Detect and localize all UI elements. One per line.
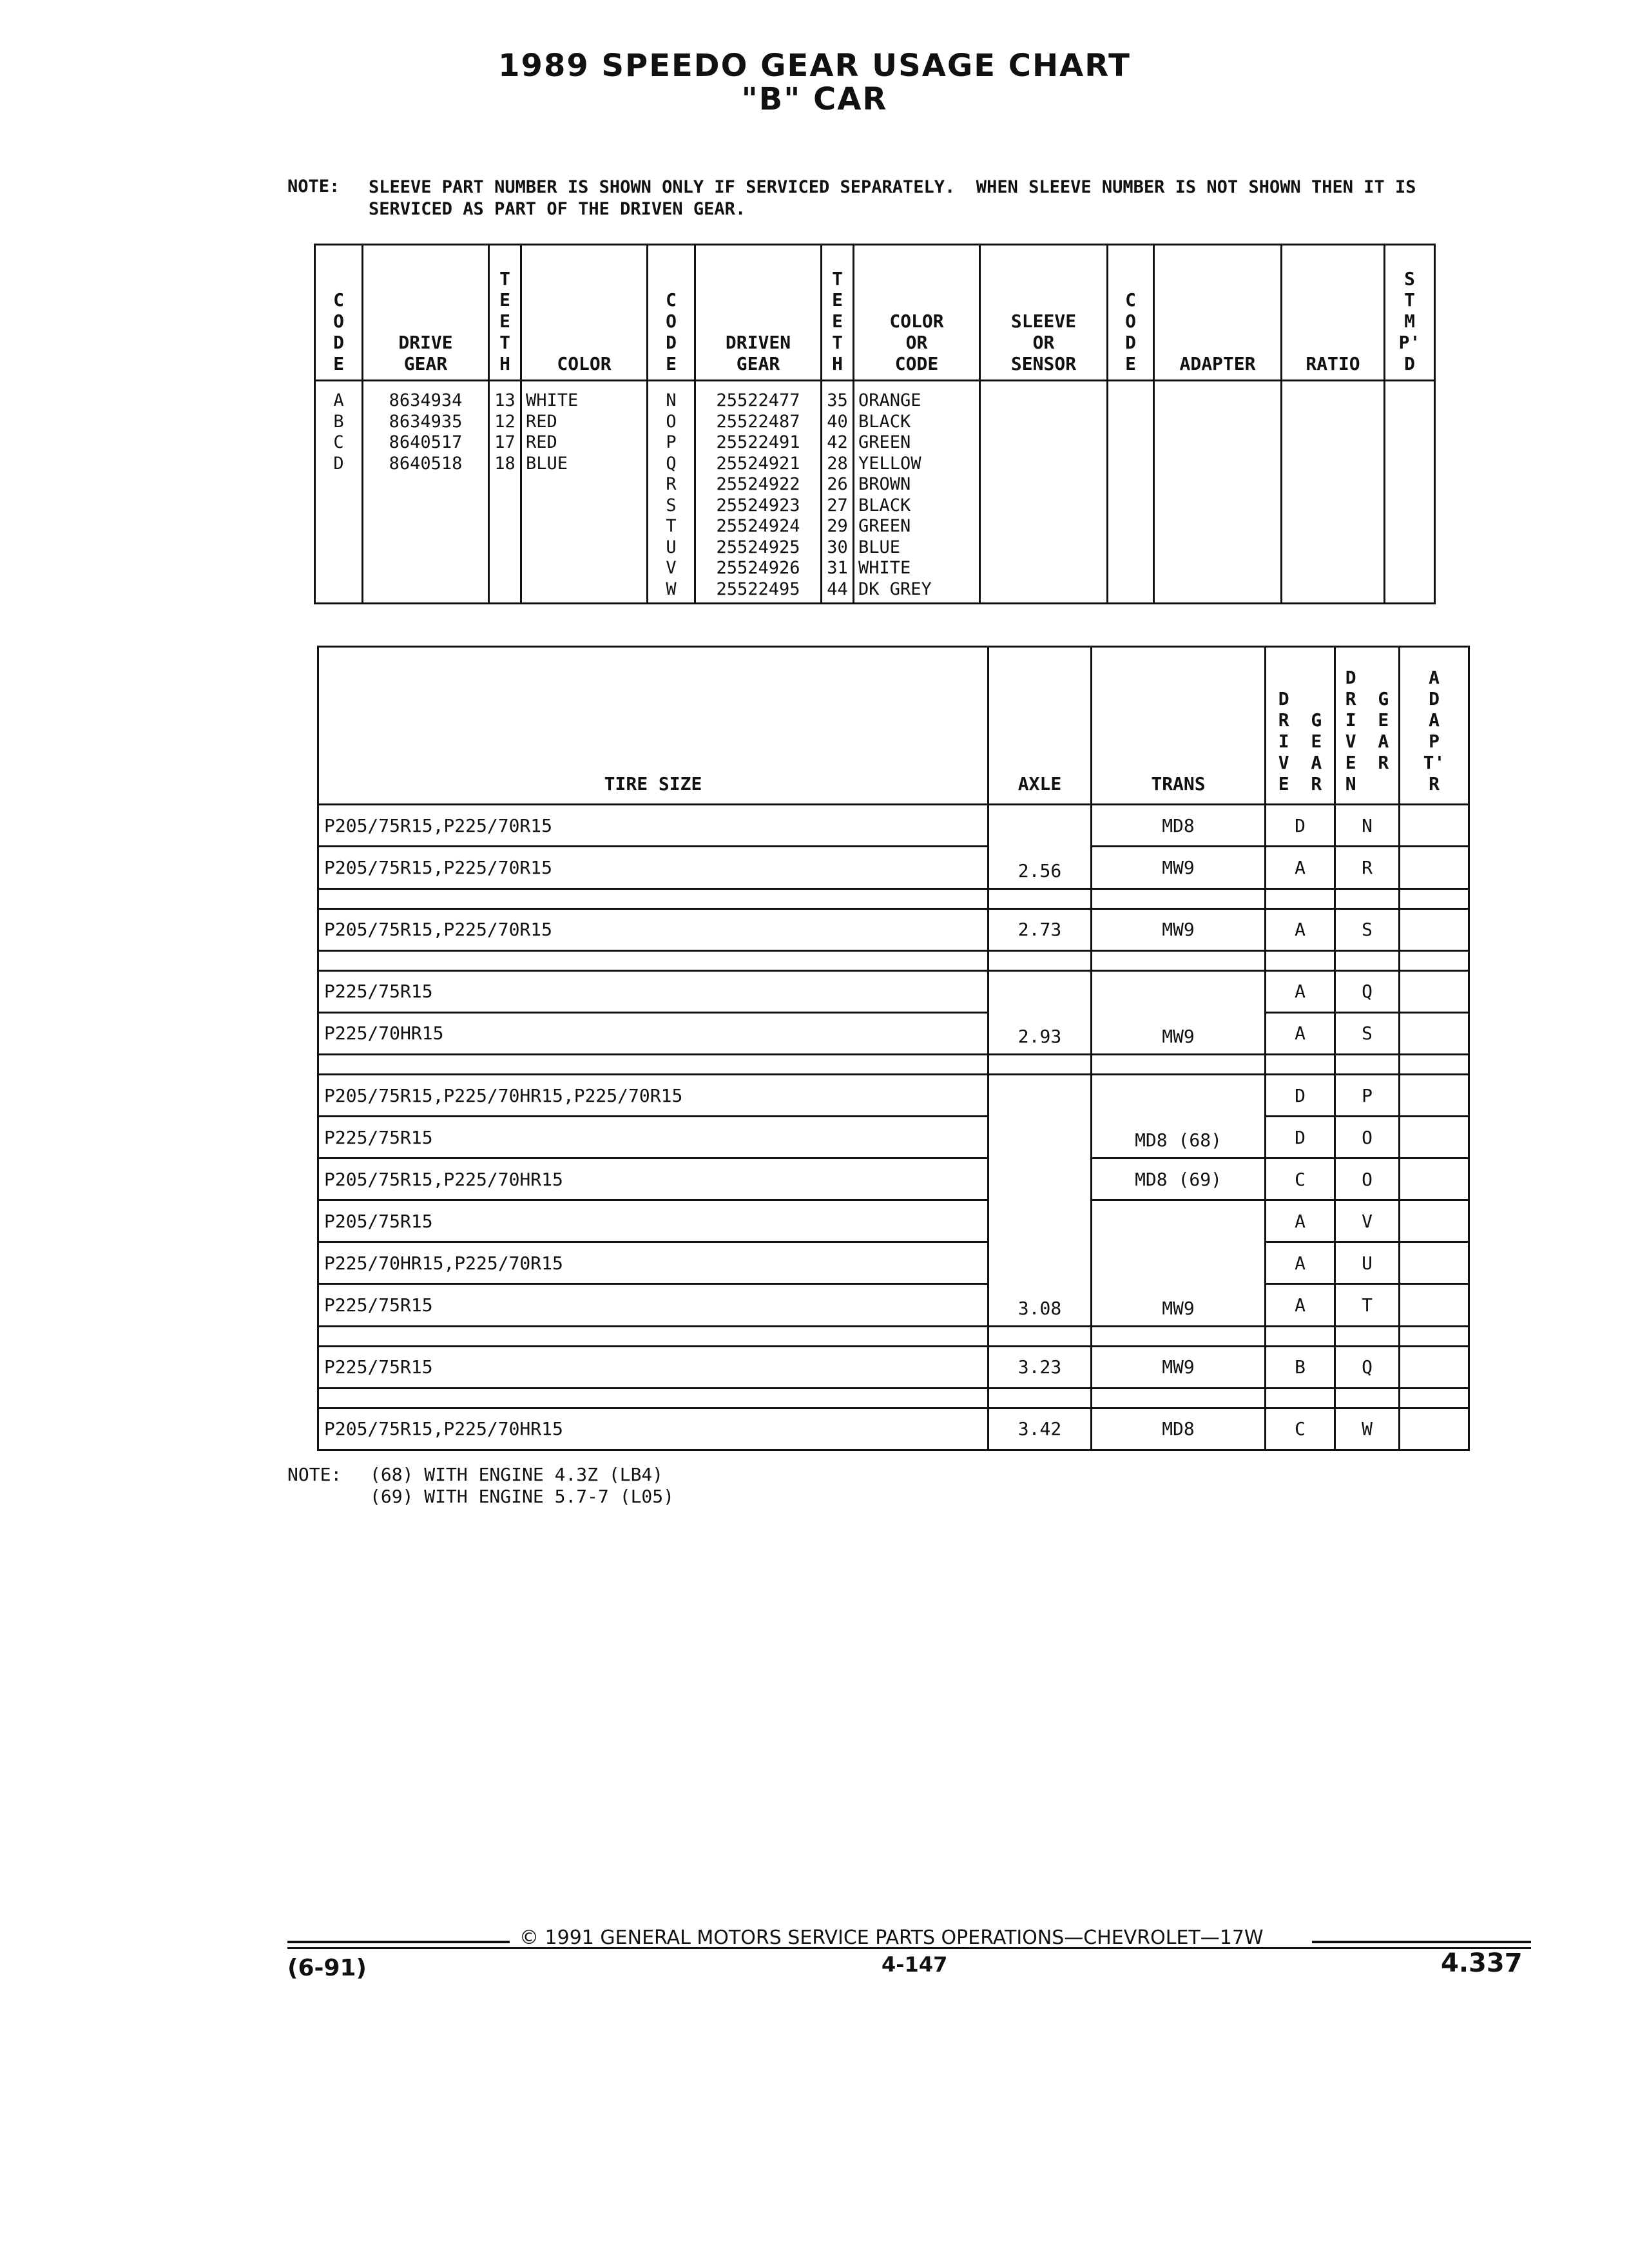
driven-color: DK GREY	[858, 579, 932, 599]
table-row	[318, 1012, 1469, 1054]
adapter-cell	[1400, 1012, 1469, 1054]
note-line-2: SERVICED AS PART OF THE DRIVEN GEAR.	[369, 199, 746, 219]
driven-gear-cell: W	[1335, 1408, 1400, 1450]
adapter-cell	[1400, 805, 1469, 847]
page-subtitle: "B" CAR	[741, 81, 888, 117]
tire-size-cell: P205/75R15,P225/70HR15,P225/70R15	[318, 1075, 988, 1117]
trans-cell: MD8	[1092, 805, 1266, 847]
header-adapter: ADAPTER	[1154, 245, 1282, 381]
drive-gear-cell: A	[1266, 1242, 1335, 1284]
drive-gear-cell: B	[1266, 1346, 1335, 1388]
table-row	[318, 805, 1469, 847]
driven-code: N	[666, 390, 677, 410]
tire-size-cell: P205/75R15,P225/70R15	[318, 805, 988, 847]
tire-size-cell: P205/75R15	[318, 1200, 988, 1242]
driven-gear-number: 25524924	[716, 516, 800, 536]
header-teeth-driven: T E E T H	[822, 245, 854, 381]
spacer-row	[318, 889, 1469, 908]
sleeve-column	[980, 381, 1108, 604]
driven-gear-cell: S	[1335, 1012, 1400, 1054]
driven-gear-number: 25522491	[716, 432, 800, 452]
adapter-cell	[1400, 1408, 1469, 1450]
driven-gear-cell: Q	[1335, 1346, 1400, 1388]
trans-cell: MW9	[1092, 1200, 1266, 1326]
header-color-drive: COLOR	[521, 245, 648, 381]
tire-size-cell: P225/70HR15	[318, 1012, 988, 1054]
drive-color: RED	[526, 432, 557, 452]
driven-teeth: 26	[827, 474, 848, 494]
header-stmpd: S T M P' D	[1385, 245, 1435, 381]
trans-cell: MW9	[1092, 970, 1266, 1054]
header-drive-gear-code: D R G I E V A E R	[1266, 647, 1335, 805]
drive-gear-number: 8634935	[389, 411, 463, 432]
drive-gear-number: 8634934	[389, 390, 463, 410]
driven-gear-cell: O	[1335, 1117, 1400, 1158]
trans-cell: MW9	[1092, 1346, 1266, 1388]
driven-code-column	[648, 381, 695, 604]
note-line-1: SLEEVE PART NUMBER IS SHOWN ONLY IF SERVICED SEPARATELY. WHEN SLEEVE NUMBER IS NOT SHOWN THEN IT IS	[369, 177, 1416, 197]
adapter-cell	[1400, 1117, 1469, 1158]
header-color-or-code: COLOR OR CODE	[854, 245, 980, 381]
driven-color: YELLOW	[858, 453, 921, 474]
drive-code: C	[333, 432, 344, 452]
table-row	[318, 1075, 1469, 1117]
adapter-cell	[1400, 1200, 1469, 1242]
tire-size-cell: P205/75R15,P225/70R15	[318, 847, 988, 889]
driven-code: T	[666, 516, 677, 536]
drive-gear-cell: A	[1266, 1284, 1335, 1326]
driven-color-column	[854, 381, 980, 604]
driven-gear-cell: O	[1335, 1158, 1400, 1200]
trans-cell: MD8	[1092, 1408, 1266, 1450]
table-row	[318, 1346, 1469, 1388]
table-row	[318, 1158, 1469, 1200]
axle-cell: 2.93	[988, 970, 1092, 1054]
header-code-drive: C O D E	[315, 245, 363, 381]
adapter-cell	[1400, 1242, 1469, 1284]
driven-teeth: 31	[827, 558, 848, 578]
tire-size-cell: P205/75R15,P225/70R15	[318, 908, 988, 950]
drive-code: D	[333, 453, 344, 474]
header-ratio: RATIO	[1282, 245, 1385, 381]
driven-gear-number: 25522477	[716, 390, 800, 410]
driven-color: BLACK	[858, 411, 911, 432]
tire-size-cell: P225/70HR15,P225/70R15	[318, 1242, 988, 1284]
header-trans: TRANS	[1092, 647, 1266, 805]
footer-page-center: 4-147	[882, 1952, 948, 1977]
driven-gear-cell: N	[1335, 805, 1400, 847]
driven-code: P	[666, 432, 677, 452]
driven-gear-cell: Q	[1335, 970, 1400, 1012]
header-code-adapter: C O D E	[1108, 245, 1154, 381]
driven-code: R	[666, 474, 677, 494]
driven-gear-number: 25524923	[716, 495, 800, 515]
trans-cell: MW9	[1092, 908, 1266, 950]
adapter-column	[1154, 381, 1282, 604]
driven-gear-number: 25524921	[716, 453, 800, 474]
driven-color: BROWN	[858, 474, 911, 494]
drive-color: RED	[526, 411, 557, 432]
axle-cell: 3.23	[988, 1346, 1092, 1388]
spacer-row	[318, 950, 1469, 970]
drive-gear-cell: A	[1266, 908, 1335, 950]
axle-cell: 2.56	[988, 805, 1092, 889]
drive-gear-cell: A	[1266, 1200, 1335, 1242]
tire-table-header	[318, 647, 1469, 805]
header-tire-size: TIRE SIZE	[318, 647, 988, 805]
driven-teeth: 40	[827, 411, 848, 432]
driven-gear-number: 25524925	[716, 537, 800, 557]
drive-teeth: 13	[494, 390, 516, 410]
drive-code: B	[333, 411, 344, 432]
driven-color: BLUE	[858, 537, 901, 557]
driven-code: S	[666, 495, 677, 515]
header-driven-gear-code: D R G I E V A E R N	[1335, 647, 1400, 805]
drive-teeth-column	[489, 381, 521, 604]
adapter-cell	[1400, 1158, 1469, 1200]
driven-teeth: 28	[827, 453, 848, 474]
driven-gear-cell: V	[1335, 1200, 1400, 1242]
drive-gear-cell: D	[1266, 805, 1335, 847]
drive-gear-cell: C	[1266, 1408, 1335, 1450]
drive-color: WHITE	[526, 390, 579, 410]
table-row	[318, 1200, 1469, 1242]
axle-cell: 2.73	[988, 908, 1092, 950]
header-drive-gear: DRIVE GEAR	[363, 245, 489, 381]
driven-teeth: 27	[827, 495, 848, 515]
driven-color: ORANGE	[858, 390, 921, 410]
drive-color-column	[521, 381, 648, 604]
gear-table-body	[315, 381, 1435, 604]
trans-cell: MD8 (68)	[1092, 1075, 1266, 1158]
footer-page-number: 4.337	[1441, 1948, 1523, 1978]
ratio-column	[1282, 381, 1385, 604]
table-row	[318, 1242, 1469, 1284]
footer-copyright: © 1991 GENERAL MOTORS SERVICE PARTS OPERATIONS—CHEVROLET—17W	[519, 1927, 1264, 1949]
tire-size-cell: P225/75R15	[318, 1284, 988, 1326]
tire-size-cell: P205/75R15,P225/70HR15	[318, 1408, 988, 1450]
footer-rule-left	[287, 1941, 510, 1943]
tire-size-cell: P225/75R15	[318, 1117, 988, 1158]
header-code-driven: C O D E	[648, 245, 695, 381]
driven-gear-cell: T	[1335, 1284, 1400, 1326]
adapter-cell	[1400, 1284, 1469, 1326]
driven-color: GREEN	[858, 432, 911, 452]
table-row	[318, 970, 1469, 1012]
driven-gear-number: 25524922	[716, 474, 800, 494]
adapter-cell	[1400, 847, 1469, 889]
tire-size-cell: P225/75R15	[318, 970, 988, 1012]
driven-teeth: 35	[827, 390, 848, 410]
trans-cell: MD8 (69)	[1092, 1158, 1266, 1200]
adapter-cell	[1400, 1075, 1469, 1117]
drive-gear-cell: A	[1266, 847, 1335, 889]
bottom-note-line-2: (69) WITH ENGINE 5.7-7 (L05)	[370, 1486, 675, 1507]
page-title: 1989 SPEEDO GEAR USAGE CHART	[498, 48, 1131, 84]
driven-gear-cell: S	[1335, 908, 1400, 950]
driven-teeth-column	[822, 381, 854, 604]
adapter-code-column	[1108, 381, 1154, 604]
driven-gear-cell: P	[1335, 1075, 1400, 1117]
adapter-cell	[1400, 1346, 1469, 1388]
bottom-note-line-1: (68) WITH ENGINE 4.3Z (LB4)	[370, 1464, 664, 1485]
driven-gear-number: 25522487	[716, 411, 800, 432]
adapter-cell	[1400, 970, 1469, 1012]
driven-teeth: 29	[827, 516, 848, 536]
driven-teeth: 42	[827, 432, 848, 452]
footer-rule-right	[1312, 1941, 1531, 1943]
header-axle: AXLE	[988, 647, 1092, 805]
tire-size-cell: P205/75R15,P225/70HR15	[318, 1158, 988, 1200]
drive-gear-cell: A	[1266, 970, 1335, 1012]
drive-teeth: 12	[494, 411, 516, 432]
driven-code: W	[666, 579, 677, 599]
spacer-row	[318, 1388, 1469, 1408]
drive-gear-cell: D	[1266, 1117, 1335, 1158]
drive-gear-number: 8640517	[389, 432, 463, 452]
drive-code: A	[333, 390, 344, 410]
driven-code: O	[666, 411, 677, 432]
drive-code-column	[315, 381, 363, 604]
header-sleeve-or-sensor: SLEEVE OR SENSOR	[980, 245, 1108, 381]
table-row	[318, 1408, 1469, 1450]
tire-usage-table	[317, 646, 1470, 1451]
table-row	[318, 908, 1469, 950]
header-teeth-drive: T E E T H	[489, 245, 521, 381]
driven-color: WHITE	[858, 558, 911, 578]
spacer-row	[318, 1054, 1469, 1074]
axle-cell: 3.08	[988, 1075, 1092, 1327]
stmpd-column	[1385, 381, 1435, 604]
drive-gear-number: 8640518	[389, 453, 463, 474]
drive-color: BLUE	[526, 453, 568, 474]
driven-teeth: 30	[827, 537, 848, 557]
header-adapter-code: A D A P T' R	[1400, 647, 1469, 805]
note-label: NOTE:	[287, 177, 340, 197]
trans-cell: MW9	[1092, 847, 1266, 889]
driven-gear-column	[695, 381, 822, 604]
drive-teeth: 18	[494, 453, 516, 474]
drive-gear-cell: A	[1266, 1012, 1335, 1054]
drive-gear-column	[363, 381, 489, 604]
driven-teeth: 44	[827, 579, 848, 599]
gear-parts-table	[314, 244, 1436, 604]
driven-gear-cell: R	[1335, 847, 1400, 889]
table-row	[318, 847, 1469, 889]
drive-gear-cell: D	[1266, 1075, 1335, 1117]
driven-gear-number: 25524926	[716, 558, 800, 578]
footer-date: (6-91)	[287, 1955, 367, 1981]
drive-teeth: 17	[494, 432, 516, 452]
driven-color: GREEN	[858, 516, 911, 536]
driven-code: V	[666, 558, 677, 578]
table-row	[318, 1284, 1469, 1326]
driven-color: BLACK	[858, 495, 911, 515]
adapter-cell	[1400, 908, 1469, 950]
driven-code: U	[666, 537, 677, 557]
header-driven-gear: DRIVEN GEAR	[695, 245, 822, 381]
footer-rule-full	[287, 1947, 1531, 1949]
tire-size-cell: P225/75R15	[318, 1346, 988, 1388]
axle-cell: 3.42	[988, 1408, 1092, 1450]
bottom-note-label: NOTE:	[287, 1464, 342, 1485]
driven-gear-cell: U	[1335, 1242, 1400, 1284]
drive-gear-cell: C	[1266, 1158, 1335, 1200]
driven-code: Q	[666, 453, 677, 474]
spacer-row	[318, 1326, 1469, 1346]
driven-gear-number: 25522495	[716, 579, 800, 599]
table-row	[318, 1117, 1469, 1158]
gear-table-header	[315, 245, 1435, 381]
